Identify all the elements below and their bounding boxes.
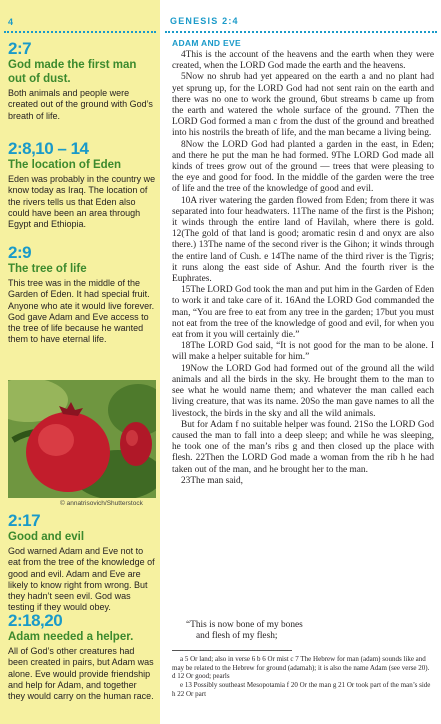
scripture-text bbox=[172, 50, 434, 487]
scripture-paragraph: 23The man said, bbox=[181, 475, 244, 486]
note-body: All of God’s other creatures had been created in pairs, but Adam was alone. Eve would provide friendship and help for Adam, and together they would carry on the human race. bbox=[8, 646, 154, 702]
sidebar-dotted-rule bbox=[4, 31, 156, 33]
section-heading: ADAM AND EVE bbox=[172, 38, 241, 48]
note-heading: Good and evil bbox=[8, 531, 85, 543]
note-reference: 2:9 bbox=[8, 243, 32, 262]
note-body: God warned Adam and Eve not to eat from the tree of the knowledge of good and evil. Adam and Eve are likely to know right from wrong. But they hadn’t seen evil. God was testing if they would obey. bbox=[8, 546, 155, 613]
photo-credit: © annatrisovich/Shutterstock bbox=[60, 500, 143, 507]
footnote-line: a 5 Or land; also in verse 6 b 6 Or mist c 7 The Hebrew for man (adam) sounds like and may be related to the Hebrew for ground (adamah); it is also the name Adam (see verse 20). d 12 Or good; pearls bbox=[172, 655, 430, 681]
footnotes bbox=[172, 655, 434, 699]
running-head: GENESIS 2:4 bbox=[170, 16, 239, 26]
scripture-paragraph: 10A river watering the garden flowed from Eden; from there it was separated into four headwaters. 11The name of the first is the Pishon; it winds through the entire land of Havilah, where there is gold. 12(The gold of that land is good; aromatic resin d and onyx are also there.) 13The name of the second river is the Gihon; it winds through the entire land of Cush. e 14The name of the third river is the Tigris; it runs along the east side of Ashur. And the fourth river is the Euphrates. bbox=[172, 195, 434, 285]
study-note bbox=[8, 512, 156, 614]
study-notes-sidebar bbox=[0, 0, 160, 724]
footnote-line: e 13 Possibly southeast Mesopotamia f 20 Or the man g 21 Or took part of the man’s side h 22 Or part bbox=[172, 681, 431, 698]
scripture-paragraph: 5Now no shrub had yet appeared on the earth a and no plant had yet sprung up, for the LORD God had not sent rain on the earth and there was no one to work the ground, 6but streams b came up from the earth and watered the whole surface of the ground. 7Then the LORD God formed a man c from the dust of the ground and breathed into his nostrils the breath of life, and the man became a living being. bbox=[172, 72, 434, 139]
scripture-paragraph: But for Adam f no suitable helper was found. 21So the LORD God caused the man to fall into a deep sleep; and while he was sleeping, he took one of the man’s ribs g and then closed up the place with flesh. 22Then the LORD God made a woman from the rib h he had taken out of the man, and he brought her to the man. bbox=[172, 419, 434, 475]
study-note bbox=[8, 40, 156, 122]
pomegranate-illustration bbox=[8, 380, 156, 498]
note-reference: 2:18,20 bbox=[8, 611, 63, 630]
scripture-paragraph: 15The LORD God took the man and put him in the Garden of Eden to work it and take care of it. 16And the LORD God commanded the man, “You are free to eat from any tree in the garden; 17but you must not eat from the tree of the knowledge of good and evil, for when you eat from it you will certainly die.” bbox=[172, 285, 435, 341]
note-reference: 2:7 bbox=[8, 39, 32, 58]
note-body: Eden was probably in the country we know today as Iraq. The location of the rivers tells us that Eden also could have been an area through Egypt and Ethiopia. bbox=[8, 174, 156, 230]
study-note bbox=[8, 244, 156, 346]
poetry-line: and flesh of my flesh; bbox=[196, 631, 278, 642]
study-note bbox=[8, 612, 156, 702]
footnote-rule bbox=[172, 650, 292, 651]
note-heading: God made the first man out of dust. bbox=[8, 59, 137, 85]
note-body: This tree was in the middle of the Garden of Eden. It had special fruit. Anyone who ate it would live forever. God gave Adam and Eve access to the tree of life because he wanted them to have eternal life. bbox=[8, 278, 155, 345]
note-reference: 2:17 bbox=[8, 511, 41, 530]
page-number: 4 bbox=[8, 17, 14, 27]
poetry-line: “This is now bone of my bones bbox=[186, 620, 303, 630]
note-heading: Adam needed a helper. bbox=[8, 631, 134, 643]
poetry-block bbox=[186, 620, 303, 642]
note-reference: 2:8,10 – 14 bbox=[8, 139, 89, 158]
scripture-paragraph: 19Now the LORD God had formed out of the ground all the wild animals and all the birds in the sky. He brought them to the man to see what he would name them; and whatever the man called each living creature, that was its name. 20So the man gave names to all the livestock, the birds in the sky and all the wild animals. bbox=[172, 363, 434, 419]
header-dotted-rule bbox=[165, 31, 437, 33]
scripture-paragraph: 8Now the LORD God had planted a garden in the east, in Eden; and there he put the man he had formed. 9The LORD God made all kinds of trees grow out of the ground — trees that were pleasing to the eye and good for food. In the middle of the garden were the tree of life and the tree of the knowledge of good and evil. bbox=[172, 139, 434, 195]
note-heading: The location of Eden bbox=[8, 159, 122, 171]
pomegranate-photo bbox=[8, 380, 156, 498]
scripture-paragraph: 18The LORD God said, “It is not good for the man to be alone. I will make a helper suitable for him.” bbox=[172, 341, 434, 363]
scripture-paragraph: 4This is the account of the heavens and the earth when they were created, when the LORD God made the earth and the heavens. bbox=[172, 50, 434, 72]
study-note bbox=[8, 140, 156, 230]
note-body: Both animals and people were created out of the ground with God’s breath of life. bbox=[8, 88, 153, 121]
note-heading: The tree of life bbox=[8, 263, 87, 275]
